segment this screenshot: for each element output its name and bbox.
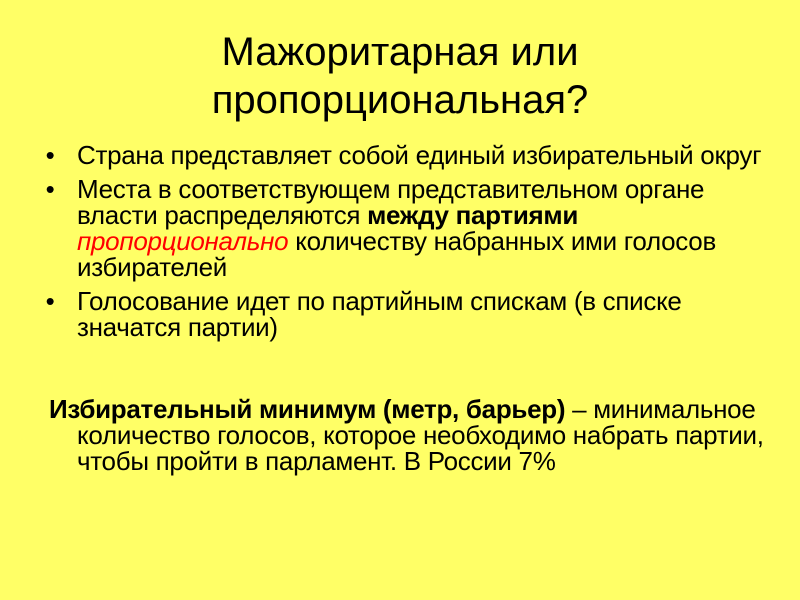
- bullet-list: [40, 142, 770, 348]
- title-line-1: Мажоритарная или: [221, 30, 579, 74]
- bullet-text: Голосование идет по партийным спискам (в списке значатся партии): [77, 286, 682, 342]
- definition-text: – минимальное количество голосов, которое необходимо набрать партии, чтобы пройти в парламент. В России 7%: [77, 394, 764, 476]
- title-line-2: пропорциональная?: [211, 78, 589, 122]
- definition-term: Избирательный минимум (метр, барьер): [49, 394, 566, 424]
- bullet-text-bold: между партиями: [367, 200, 579, 230]
- definition-paragraph: [49, 396, 797, 474]
- bullet-text-accent: пропорционально: [77, 226, 289, 256]
- bullet-text-end: количеству набранных ими голосов избирателей: [77, 226, 716, 282]
- slide-title: [0, 28, 800, 124]
- bullet-text-start: Места в соответствующем представительном органе власти распределяются: [77, 174, 705, 230]
- bullet-marker: •: [45, 140, 55, 170]
- bullet-item-seat-distribution: [40, 176, 770, 280]
- bullet-item-single-district: [40, 142, 770, 168]
- bullet-marker: •: [45, 286, 55, 316]
- bullet-text: Страна представляет собой единый избирательный округ: [77, 140, 762, 170]
- bullet-item-party-lists: [40, 288, 770, 340]
- bullet-marker: •: [45, 174, 55, 204]
